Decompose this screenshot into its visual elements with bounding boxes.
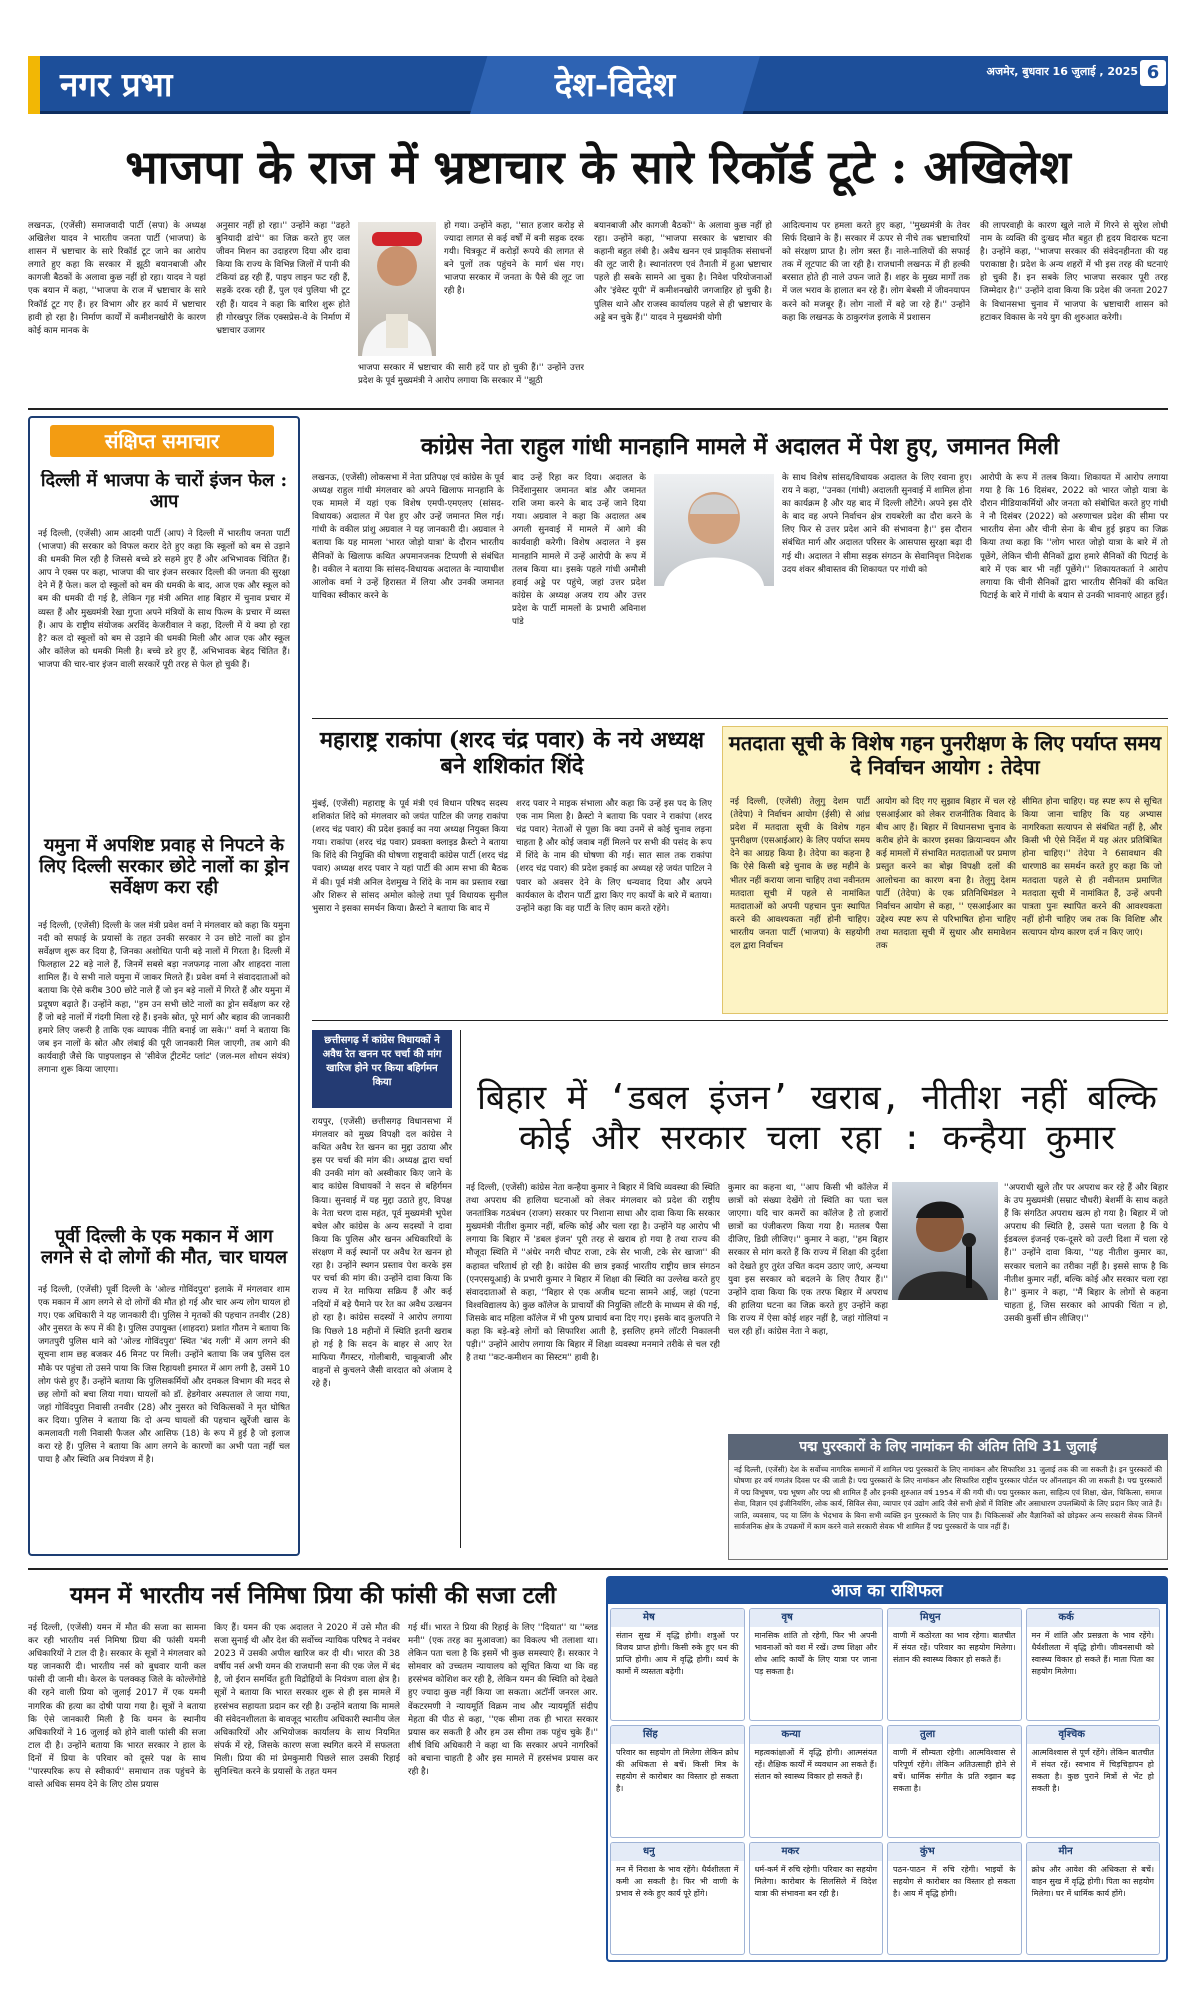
- ncp-headline: महाराष्ट्र राकांपा (शरद चंद्र पवार) के नये अध्यक्ष बने शशिकांत शिंदे: [319, 728, 705, 779]
- rashifal-title: आज का राशिफल: [608, 1578, 1166, 1604]
- rashi-sign-name: कुंभ: [888, 1843, 1021, 1861]
- rashi-sign-name: मिथुन: [888, 1609, 1021, 1627]
- rashi-text: मन में शांति और प्रसन्नता के भाव रहेंगे। धैर्यशीलता में वृद्धि होगी। जीवनसाथी को स्वास्थ्य विकार हो सकते हैं। माता पिता का सहयोग मिलेगा।: [1031, 1631, 1154, 1676]
- kanhaiya-col-1: नई दिल्ली, (एजेंसी) कांग्रेस नेता कन्हैया कुमार ने बिहार में विधि व्यवस्था की स्थिति तथा अपराध की हालिया घटनाओं को लेकर मंगलवार को प्रदेश की राष्ट्रीय जनतांत्रिक गठबंधन (राजग) सरकार पर निशाना साधा और दावा किया कि सरकार मुख्यमंत्री नीतीश कुमार नहीं, बल्कि कोई और चला रहा है। उन्होंने यह आरोप भी लगाया कि बिहार में 'डबल इंजन' पूरी तरह से खराब हो गया है तथा राज्य की मौजूदा स्थिति में ''अंधेर नगरी चौपट राजा, टके सेर भाजी, टके सेर खाजा'' की कहावत चरितार्थ हो रही है। कांग्रेस की छात्र इकाई भारतीय राष्ट्रीय छात्र संगठन (एनएसयूआई) के प्रभारी कुमार ने बिहार में शिक्षा की स्थिति का उल्लेख करते हुए संवाददाताओं से कहा, ''बिहार से एक अजीब घटना सामने आई, जहां (पटना विश्वविद्यालय के) कुछ कॉलेज के प्राचार्यों की नियुक्ति लॉटरी के माध्यम से की गई, जिसके बाद महिला कॉलेज में भी पुरुष प्राचार्य बना दिए गए। इसके बाद कुलपति ने कहा कि बड़े-बड़े लोगों को सिफारिश आती है, इसलिए हमने लॉटरी निकालनी पड़ी।'' उन्होंने आरोप लगाया कि बिहार में शिक्षा व्यवस्था मनमाने तरीके से चल रही है तथा ''कट-कमीशन का सिस्टम'' हावी है।: [466, 1183, 720, 1364]
- rahul-col-1: लखनऊ, (एजेंसी) लोकसभा में नेता प्रतिपक्ष एवं कांग्रेस के पूर्व अध्यक्ष राहुल गांधी मंगलवार को अपने खिलाफ मानहानि के एक मामले में यहां एक विशेष एमपी-एमएलए (सांसद-विधायक) अदालत में पेश हुए और उन्हें जमानत मिल गई। गांधी के वकील प्रांशु अग्रवाल ने यह जानकारी दी। अग्रवाल ने बताया कि यह मामला 'भारत जोड़ो यात्रा' के दौरान भारतीय सैनिकों के खिलाफ कथित अपमानजनक टिप्पणी से संबंधित है। वकील ने बताया कि सांसद-विधायक अदालत के न्यायाधीश आलोक वर्मा ने उन्हें हिरासत में लिया और उनकी जमानत याचिका स्वीकार करने के: [312, 473, 504, 601]
- rashi-text: संतान सुख में वृद्धि होगी। शत्रुओं पर विजय प्राप्त होगी। किसी रुके हुए धन की प्राप्ति होगी। आय में वृद्धि होगी। व्यर्थ के कामों में व्यस्तता बढ़ेगी।: [616, 1631, 739, 1676]
- rashi-sign-name: कर्क: [1027, 1609, 1160, 1627]
- divider-lead: [28, 408, 1168, 410]
- lead-col-3b: भाजपा सरकार में भ्रष्टाचार की सारी हदें पार हो चुकी हैं।'' उन्होंने उत्तर प्रदेश के पूर्व मुख्यमंत्री ने आरोप लगाया कि सरकार में ''झूठी: [358, 363, 584, 387]
- rashi-sign-name: वृष: [750, 1609, 883, 1627]
- rashi-sign-name: वृश्चिक: [1027, 1726, 1160, 1744]
- divider-middle: [312, 1020, 1168, 1021]
- rashi-text: महत्वकांक्षाओं में वृद्धि होगी। आत्मसंयत रहें। शैक्षिक कार्यों में व्यवधान आ सकते हैं। संतान को स्वास्थ्य विकार हो सकते हैं।: [754, 1748, 877, 1781]
- divider-rahul: [312, 718, 1168, 719]
- rashi-cell: [887, 1725, 1022, 1838]
- rashi-cell: [610, 1842, 745, 1955]
- rashi-cell: [1026, 1725, 1161, 1838]
- yemen-col-1: नई दिल्ली, (एजेंसी) यमन में मौत की सजा का सामना कर रही भारतीय नर्स निमिषा प्रिया की फांसी यमनी अधिकारियों ने टाल दी है। सरकार के सूत्रों ने मंगलवार को यह जानकारी दी। भारतीय नर्स को बुधवार यानी कल फांसी दी जानी थी। केरल के पलक्कड़ जिले के कोल्लेंगोडे की रहने वाली प्रिया को जुलाई 2017 में एक यमनी नागरिक की हत्या का दोषी पाया गया है। सूत्रों ने बताया कि ऐसे जानकारी मिली है कि यमन के स्थानीय अधिकारियों ने 16 जुलाई को होने वाली फांसी की सजा टाल दी है। उन्होंने बताया कि भारत सरकार ने हाल के दिनों में प्रिया के परिवार को दूसरे पक्ष के साथ ''पारस्परिक रूप से स्वीकार्य'' समाधान तक पहुंचने के वास्ते अधिक समय देने के लिए ठोस प्रयास: [28, 1623, 206, 1791]
- vrule-chh: [460, 1030, 461, 1548]
- kanhaiya-headline: बिहार में ‘डबल इंजन’ खराब, नीतीश नहीं बल्कि कोई और सरकार चला रहा : कन्हैया कुमार: [477, 1078, 1157, 1159]
- rashi-cell: [887, 1608, 1022, 1721]
- kanhaiya-col-3: ''अपराधी खुले तौर पर अपराध कर रहे हैं और बिहार के उप मुख्यमंत्री (सम्राट चौधरी) बेशर्मी के साथ कहते हैं कि संगठित अपराध खत्म हो गया है। बिहार में जो अपराध की स्थिति है, उससे पता चलता है कि ये ईडबल्ल इंजनई एक-दूसरे को उल्टी दिशा में चला रहे हैं।'' उन्होंने दावा किया, ''यह नीतीश कुमार का, सरकार चलाने का तरीका नहीं है। इससे साफ है कि नीतीश कुमार नहीं, बल्कि कोई और सरकार चला रहा है।'' कुमार ने कहा, ''मैं बिहार के लोगों से कहना चाहता हूं, जिस सरकार को आपकी चिंता न हो, उसकी कुर्सी छीन लीजिए।'': [1004, 1183, 1168, 1324]
- rashi-cell: [1026, 1608, 1161, 1721]
- rashi-cell: [610, 1725, 745, 1838]
- rashi-sign-name: मेष: [611, 1609, 744, 1627]
- brief-headline-1: दिल्ली में भाजपा के चारों इंजन फेल : आप: [40, 470, 288, 513]
- rashi-sign-name: धनु: [611, 1843, 744, 1861]
- rashi-cell: [749, 1608, 884, 1721]
- ncp-col-2: शरद पवार ने माइक संभाला और कहा कि उन्हें इस पद के लिए एक नाम मिला है। क्रैस्टो ने बताया कि पवार ने राकांपा (शरद चंद्र पवार) नेताओं से पूछा कि क्या उनमें से कोई चुनाव लड़ना चाहता है और कोई जवाब नहीं मिलने पर सभी की पसंद के रूप में शिंदे के नाम की घोषणा की गई। सात साल तक राकांपा (शरद चंद्र पवार) की प्रदेश इकाई का अध्यक्ष रहे जयंत पाटिल ने पवार को अवसर देने के लिए धन्यवाद दिया और अपने कार्यकाल के दौरान पार्टी द्वारा किए गए कार्यों के बारे में बताया। उन्होंने कहा कि वह पार्टी के लिए काम करते रहेंगे।: [516, 799, 712, 914]
- brief-headline-3: पूर्वी दिल्ली के एक मकान में आग लगने से दो लोगों की मौत, चार घायल: [40, 1226, 288, 1269]
- section-name: नगर प्रभा: [60, 65, 173, 104]
- rahul-col-3: के साथ विशेष सांसद/विधायक अदालत के लिए रवाना हुए। राय ने कहा, ''उनका (गांधी) अदालती सुनवाई में शामिल होना का कार्यक्रम है और यह बाद में दिल्ली लौटेंगे। अपने इस दौरे के बाद वह अपने निर्वाचन क्षेत्र रायबरेली का दौरा करने के लिए फिर से उत्तर प्रदेश आने की संभावना है।'' इस दौरान संबंधित मार्ग और अदालत परिसर के आसपास सुरक्षा बढ़ा दी गई थी। अदालत ने सीमा सड़क संगठन के सेवानिवृत्त निदेशक उदय शंकर श्रीवास्तव की शिकायत पर गांधी को: [782, 473, 972, 575]
- rashi-text: मन में निराशा के भाव रहेंगे। धैर्यशीलता में कमी आ सकती है। फिर भी वाणी के प्रभाव से रुके हुए कार्य पूरे होंगे।: [616, 1865, 739, 1898]
- rashi-sign-name: तुला: [888, 1726, 1021, 1744]
- rashi-cell: [749, 1725, 884, 1838]
- lead-col-4: बयानबाजी और कागजी बैठकों'' के अलावा कुछ नहीं हो रहा। उन्होंने कहा, ''भाजपा सरकार के भ्रष्टाचार की कहानी बहुत लंबी है। अवैध खनन एवं प्राकृतिक संसाधनों की लूट जारी है। स्थानांतरण एवं तैनाती में हुआ भ्रष्टाचार पहले ही सबके सामने आ चुका है। निवेश परियोजनाओं और 'इंवेस्ट यूपी' में कमीशनखोरी जगजाहिर हो चुकी है। पुलिस थाने और राजस्व कार्यालय पहले से ही भ्रष्टाचार के अड्डे बन चुके हैं।'' यादव ने मुख्यमंत्री योगी: [594, 221, 772, 323]
- page-number: 6: [1140, 60, 1166, 86]
- padma-body: नई दिल्ली, (एजेंसी) देश के सर्वोच्च नागरिक सम्मानों में शामिल पद्म पुरस्कारों के लिए नामांकन और सिफारिश 31 जुलाई तक की जा सकती है। इन पुरस्कारों की घोषणा हर वर्ष गणतंत्र दिवस पर की जाती है। पद्म पुरस्कारों के लिए नामांकन और सिफारिश राष्ट्रीय पुरस्कार पोर्टल पर ऑनलाइन की जा सकती है। पद्म पुरस्कारों में पद्म विभूषण, पद्म भूषण और पद्म श्री शामिल हैं और इनकी शुरुआत वर्ष 1954 में की गयी थी। पद्म पुरस्कार कला, साहित्य एवं शिक्षा, खेल, चिकित्सा, समाज सेवा, विज्ञान एवं इंजीनियरिंग, लोक कार्य, सिविल सेवा, व्यापार एवं उद्योग आदि जैसे सभी क्षेत्रों में विशिष्ट और असाधारण उपलब्धियों के लिए प्रदान किए जाते हैं। जाति, व्यवसाय, पद या लिंग के भेदभाव के बिना सभी व्यक्ति इन पुरस्कारों के लिए पात्र हैं। चिकित्सकों और वैज्ञानिकों को छोड़कर अन्य सरकारी सेवक जिनमें सार्वजनिक क्षेत्र के उपक्रमों में काम करने वाले सरकारी सेवक भी शामिल हैं पद्म पुरस्कारों के पात्र नहीं हैं।: [734, 1465, 1162, 1532]
- chh-headline: छत्तीसगढ़ में कांग्रेस विधायकों ने अवैध रेत खनन पर चर्चा की मांग खारिज होने पर किया बहिर्गमन किया: [322, 1035, 442, 1088]
- brief-body-1: नई दिल्ली, (एजेंसी) आम आदमी पार्टी (आप) ने दिल्ली में भारतीय जनता पार्टी (भाजपा) की सरकार को विफल करार देते हुए कहा कि स्कूलों को बम से उड़ाने की धमकी मिल रही है जिससे बच्चे डरे सहमे हुए हैं और अभिभावक चिंतित हैं। आप ने एक्स पर कहा, भाजपा की चार इंजन सरकार दिल्ली की जनता की सुरक्षा देने में हैं फेल। कल दो स्कूलों को बम की धमकी के बाद, आज एक और स्कूल को बम की धमकी दी गई है, लेकिन गृह मंत्री अमित शाह बिहार में चुनाव प्रचार में व्यस्त हैं और मुख्यमंत्री रेखा गुप्ता अपने मंत्रियों के साथ फिल्म के प्रचार में व्यस्त हैं। आप के राष्ट्रीय संयोजक अरविंद केजरीवाल ने कहा, दिल्ली में ये क्या हो रहा है? कल दो स्कूलों को बम से उड़ाने की धमकी मिली और आज एक और स्कूल और कॉलेज को धमकी मिली है। बच्चे डरे हुए हैं, अभिभावक बेहद चिंतित हैं। भाजपा की चार-चार इंजन वाली सरकारें पूरी तरह से फेल हो चुकी हैं।: [38, 529, 290, 670]
- rashi-cell: [887, 1842, 1022, 1955]
- rashi-sign-name: कन्या: [750, 1726, 883, 1744]
- lead-headline: भाजपा के राज में भ्रष्टाचार के सारे रिकॉर्ड टूटे : अखिलेश: [125, 140, 1071, 194]
- tdp-col-1: नई दिल्ली, (एजेंसी) तेलुगु देशम पार्टी (तेदेपा) ने निर्वाचन आयोग (ईसी) से आंध्र प्रदेश में मतदाता सूची के विशेष गहन पुनरीक्षण (एसआईआर) के लिए पर्याप्त समय देने का आग्रह किया है। तेदेपा का कहना है कि ऐसे किसी बड़े चुनाव के छह महीने के भीतर नहीं कराया जाना चाहिए तथा नवीनतम मतदाता सूची में पहले से नामांकित मतदाताओं को अपनी पहचान पुनः स्थापित करने की आवश्यकता नहीं होनी चाहिए। भारतीय जनता पार्टी (भाजपा) के सहयोगी दल द्वारा निर्वाचन: [730, 797, 870, 952]
- rashi-text: आत्मविश्वास से पूर्ण रहेंगे। लेकिन बातचीत में संयत रहें। स्वभाव में चिड़चिड़ापन हो सकता है। कुछ पुराने मित्रों से भेंट हो सकती है।: [1031, 1748, 1154, 1793]
- portrait-icon: [654, 474, 774, 586]
- rashi-text: क्रोध और आवेश की अधिकता से बचें। वाहन सुख में वृद्धि होगी। पिता का सहयोग मिलेगा। घर में धार्मिक कार्य होंगे।: [1031, 1865, 1154, 1898]
- tdp-col-2: आयोग को दिए गए सुझाव बिहार में चल रहे एसआईआर को लेकर राजनीतिक विवाद के बीच आए हैं। बिहार में विधानसभा चुनाव के करीब होने के कारण इसका क्रियान्वयन और कई मामलों में संभावित मतदाताओं पर प्रमाण प्रस्तुत करने का बोझ विपक्षी दलों की आलोचना का कारण बना है। तेलुगु देशम पार्टी (तेदेपा) के एक प्रतिनिधिमंडल ने निर्वाचन आयोग से कहा, '' एसआईआर का उद्देश्य स्पष्ट रूप से परिभाषित होना चाहिए तथा मतदाता सूची में सुधार और समावेशन तक: [876, 797, 1016, 952]
- yemen-col-3: गई थीं। भारत ने प्रिया की रिहाई के लिए ''दियात'' या ''ब्लड मनी'' (एक तरह का मुआवजा) का विकल्प भी तलाशा था। लेकिन पता चला है कि इसमें भी कुछ समस्याएं हैं। सरकार ने सोमवार को उच्चतम न्यायालय को सूचित किया था कि वह हरसंभव कोशिश कर रही है, लेकिन यमन की स्थिति को देखते हुए ज्यादा कुछ नहीं किया जा सकता। अटॉर्नी जनरल आर. वेंकटरमणी ने न्यायमूर्ति विक्रम नाथ और न्यायमूर्ति संदीप मेहता की पीठ से कहा, ''एक सीमा तक ही भारत सरकार प्रयास कर सकती है और हम उस सीमा तक पहुंच चुके हैं।'' शीर्ष विधि अधिकारी ने कहा था कि सरकार अपने नागरिकों को बचाना चाहती है और इस मामले में हरसंभव प्रयास कर रही है।: [408, 1623, 598, 1778]
- rashi-sign-name: मीन: [1027, 1843, 1160, 1861]
- lead-col-3: हो गया। उन्होंने कहा, ''सात हजार करोड़ से ज्यादा लागत से कई वर्षों में बनी सड़क दरक गयी। चित्रकूट में करोड़ों रूपये की लागत से बने पुलों तक पहुंचने के मार्ग धंस गए। भाजपा सरकार में जनता के पैसे की लूट जा रही है।: [444, 221, 584, 297]
- yemen-headline: यमन में भारतीय नर्स निमिषा प्रिया की फांसी की सजा टली: [69, 1582, 557, 1609]
- kanhaiya-col-2: कुमार का कहना था, ''आप किसी भी कॉलेज में छात्रों को संख्या देखेंगे तो स्थिति का पता चल जाएगा। यदि चार कमरों का कॉलेज है तो हजारों छात्रों का पंजीकरण किया गया है। मतलब पैसा दीजिए, डिग्री लीजिए।'' कुमार ने कहा, ''हम बिहार सरकार से मांग करते हैं कि राज्य में शिक्षा की दुर्दशा को देखते हुए तुरंत उचित कदम उठाए जाएं, अन्यथा युवा इस सरकार को बदलने के लिए तैयार हैं।'' उन्होंने दावा किया कि एक तरफ बिहार में अपराध की हालिया घटना का जिक्र करते हुए उन्होंने कहा कि राज्य में ऐसा कोई शहर नहीं है, जहां गोलियां न चल रही हों। कांग्रेस नेता ने कहा,: [728, 1183, 888, 1338]
- briefs-title: संक्षिप्त समाचार: [50, 425, 274, 457]
- rashi-text: धर्म-कर्म में रुचि रहेगी। परिवार का सहयोग मिलेगा। कारोबार के सिलसिले में विदेश यात्रा की संभावना बन रही है।: [754, 1865, 877, 1898]
- category-name: देश-विदेश: [554, 65, 676, 104]
- kanhaiya-photo: [892, 1182, 998, 1300]
- rashi-text: परिवार का सहयोग तो मिलेगा लेकिन क्रोध की अधिकता से बचें। किसी मित्र के सहयोग से कारोबार का विस्तार हो सकता है।: [616, 1748, 739, 1793]
- tdp-col-3: सीमित होना चाहिए। यह स्पष्ट रूप से सूचित किया जाना चाहिए कि यह अभ्यास नागरिकता सत्यापन से संबंधित नहीं है, और किसी भी ऐसे निर्देश में यह अंतर प्रतिबिंबित होना चाहिए।'' तेदेपा ने 6सावधान की धारणा8 का समर्थन करते हुए कहा कि जो मतदाता पहले से ही नवीनतम प्रमाणित मतदाता सूची में नामांकित हैं, उन्हें अपनी पात्रता पुनः स्थापित करने की आवश्यकता नहीं होनी चाहिए जब तक कि विशिष्ट और सत्यापन योग्य कारण दर्ज न किए जाएं।: [1022, 797, 1162, 938]
- rashi-text: पठन-पाठन में रुचि रहेगी। भाइयों के सहयोग से कारोबार का विस्तार हो सकता है। आय में वृद्धि होगी।: [893, 1865, 1016, 1898]
- ncp-col-1: मुंबई, (एजेंसी) महाराष्ट्र के पूर्व मंत्री एवं विधान परिषद सदस्य शशिकांत शिंदे को मंगलवार को जयंत पाटिल की जगह राकांपा (शरद चंद्र पवार) की प्रदेश इकाई का नया अध्यक्ष नियुक्त किया गया। राकांपा (शरद चंद्र पवार) प्रवक्ता क्लाइड क्रैस्टो ने बताया कि शिंदे की नियुक्ति की घोषणा राष्ट्रवादी कांग्रेस पार्टी (शरद चंद्र पवार) अध्यक्ष शरद पवार ने यहां पार्टी की आम सभा की बैठक में की। पूर्व मंत्री अनिल देशमुख ने शिंदे के नाम का प्रस्ताव रखा और शिरूर से सांसद अमोल कोल्हे तथा पूर्व विधायक सुनील भुसारा ने इसका समर्थन किया। क्रैस्टो ने बताया कि बाद में: [312, 799, 508, 914]
- lead-col-2: अनुसार नहीं हो रहा।'' उन्होंने कहा ''ढहते बुनियादी ढांचे'' का जिक्र करते हुए जल जीवन मिशन का उदाहरण दिया और दावा किया कि राज्य के विभिन्न जिलों में पानी की टंकियां ढह रही हैं, पाइप लाइन फट रही हैं, सड़कें दरक रही हैं, पुल एवं पुलिया भी टूट रही हैं। यादव ने कहा कि बारिश शुरू होते ही गोरखपुर लिंक एक्सप्रेस-वे के निर्माण में भ्रष्टाचार उजागर: [216, 221, 350, 336]
- yemen-col-2: किए हैं। यमन की एक अदालत ने 2020 में उसे मौत की सजा सुनाई थी और देश की सर्वोच्च न्यायिक परिषद ने नवंबर 2023 में उसकी अपील खारिज कर दी थी। भारत की 38 वर्षीय नर्स अभी यमन की राजधानी सना की एक जेल में बंद है, जो ईरान समर्थित हूती विद्रोहियों के नियंत्रण वाला क्षेत्र है। सूत्रों ने बताया कि भारत सरकार शुरू से ही इस मामले में हरसंभव सहायता प्रदान कर रही है। उन्होंने बताया कि मामले की संवेदनशीलता के बावजूद भारतीय अधिकारी स्थानीय जेल अधिकारियों और अभियोजक कार्यालय के साथ नियमित संपर्क में रहे, जिसके कारण सजा स्थगित करने में सफलता मिली। प्रिया की मां प्रेमकुमारी पिछले साल उसकी रिहाई सुनिश्चित करने के प्रयासों के तहत यमन: [214, 1623, 400, 1778]
- brief-body-2: नई दिल्ली, (एजेंसी) दिल्ली के जल मंत्री प्रवेश वर्मा ने मंगलवार को कहा कि यमुना नदी को सफाई के प्रयासों के तहत उनकी सरकार ने उन छोटे नालों का ड्रोन सर्वेक्षण शुरू कर दिया है, जिनका अशोधित पानी बड़े नालों में गिरता है। दिल्ली में फिलहाल 22 बड़े नाले हैं, जिनमें सबसे बड़ा नजफगढ़ नाला और शाहदरा नाला शामिल हैं। ये सभी नाले यमुना में जाकर मिलते हैं। प्रवेश वर्मा ने संवाददाताओं को बताया कि ऐसे करीब 300 छोटे नाले हैं जो इन बड़े नालों में गिरते हैं और यमुना में प्रदूषण बढ़ाते हैं। उन्होंने कहा, ''हम उन सभी छोटे नालों का ड्रोन सर्वेक्षण कर रहे हैं जो बड़े नालों में गंदगी मिला रहे हैं। इनके स्रोत, पूरे मार्ग और बहाव की जानकारी हमारे लिए जरूरी है ताकि एक व्यापक नीति बनाई जा सके।'' वर्मा ने बताया कि जब इन नालों के स्रोत और लंबाई की पूरी जानकारी मिल जाएगी, तब आगे की कार्यवाही जैसे कि पाइपलाइन से 'सीवेज ट्रीटमेंट प्लांट' (जल-मल शोधन संयंत्र) लगाना शुरू किया जाएगा।: [38, 921, 290, 1076]
- rashi-sign-name: मकर: [750, 1843, 883, 1861]
- rashi-text: वाणी में कठोरता का भाव रहेगा। बातचीत में संयत रहें। परिवार का सहयोग मिलेगा। संतान की स्वास्थ्य विकार हो सकते हैं।: [893, 1631, 1016, 1664]
- rahul-photo: [654, 474, 774, 586]
- rashi-cell: [749, 1842, 884, 1955]
- portrait-icon: [892, 1182, 998, 1300]
- brief-headline-2: यमुना में अपशिष्ट प्रवाह से निपटने के लिए दिल्ली सरकार छोटे नालों का ड्रोन सर्वेक्षण करा रही: [39, 835, 289, 899]
- portrait-icon: [358, 222, 436, 356]
- divider-bottom: [28, 1568, 1168, 1570]
- lead-col-5: आदित्यनाथ पर हमला करते हुए कहा, ''मुख्यमंत्री के तेवर सिर्फ दिखाने के हैं। सरकार में ऊपर से नीचे तक भ्रष्टाचारियों को संरक्षण प्राप्त है। लोग त्रस्त हैं। नाले-नालियों की सफाई तक में लूटपाट की जा रही है। राजधानी लखनऊ में ही हल्की बरसात होते ही नाले उफन जाते हैं। शहर के मुख्य मार्गों तक में जल भराव के हालात बन रहे हैं। लोग बेबसी में जीवनयापन करने को मजबूर हैं। लोग नालों में बहे जा रहे हैं।'' उन्होंने कहा कि लखनऊ के ठाकुरगंज इलाके में प्रशासन: [782, 221, 970, 323]
- brief-body-3: नई दिल्ली, (एजेंसी) पूर्वी दिल्ली के 'ओल्ड गोविंदपुरा' इलाके में मंगलवार शाम एक मकान में आग लगने से दो लोगों की मौत हो गई और चार अन्य लोग घायल हो गए। एक अधिकारी ने यह जानकारी दी। पुलिस ने मृतकों की पहचान तनवीर (28) और नुसरत के रूप में की है। पुलिस उपायुक्त (शाहदरा) प्रशांत गौतम ने बताया कि जगतपुरी पुलिस थाने को 'ओल्ड गोविंदपुरा' स्थित 'बंद गली' में आग लगने की सूचना शाम छह बजकर 46 मिनट पर मिली। उन्होंने बताया कि जब पुलिस दल मौके पर पहुंचा तो उसने पाया कि जिस रिहायशी इमारत में आग लगी है, उसमें 10 लोग फंसे हुए हैं। उन्होंने बताया कि पुलिसकर्मियों और दमकल विभाग की मदद से छह लोगों को बचा लिया गया। घायलों को डॉ. हेडगेवार अस्पताल ले जाया गया, जहां गोविंदपुरा निवासी तनवीर (28) और नुसरत को चिकित्सकों ने मृत घोषित कर दिया। पुलिस ने बताया कि दो अन्य घायलों की पहचान खुर्रेजी खास के कमलावती गली निवासी फैजल और आसिफ (18) के रूप में हुई है जो इलाज करा रहे हैं। पुलिस ने बताया कि आग लगने के कारणों का अभी पता नहीं चल पाया है और स्थिति अब नियंत्रण में है।: [38, 1285, 290, 1466]
- rahul-col-4: आरोपी के रूप में तलब किया। शिकायत में आरोप लगाया गया है कि 16 दिसंबर, 2022 को भारत जोड़ो यात्रा के दौरान मीडियाकर्मियों और जनता को संबोधित करते हुए गांधी ने नौ दिसंबर (2022) को अरुणाचल प्रदेश की सीमा पर भारतीय सेना और चीनी सेना के बीच हुई झड़प का जिक्र किया तथा कहा कि ''लोग भारत जोड़ो यात्रा के बारे में तो पूछेंगे, लेकिन चीनी सैनिकों द्वारा हमारे सैनिकों की पिटाई के बारे में एक बार भी नहीं पूछेंगे।'' शिकायतकर्ता ने आरोप लगाया कि चीनी सैनिकों द्वारा भारतीय सैनिकों की कथित पिटाई के बारे में गांधी के बयान से उनकी भावनाएं आहत हुईं।: [980, 473, 1168, 601]
- chh-body: रायपुर, (एजेंसी) छत्तीसगढ़ विधानसभा में मंगलवार को मुख्य विपक्षी दल कांग्रेस ने कथित अवैध रेत खनन का मुद्दा उठाया और इस पर चर्चा की मांग की। अध्यक्ष द्वारा चर्चा की उनकी मांग को अस्वीकार किए जाने के बाद कांग्रेस विधायकों ने सदन से बहिर्गमन किया। सुनवाई में यह मुद्दा उठाते हुए, विपक्ष के नेता चरण दास महंत, पूर्व मुख्यमंत्री भूपेश बघेल और कांग्रेस के अन्य सदस्यों ने दावा किया कि पुलिस और खनन अधिकारियों के संरक्षण में कई स्थानों पर अवैध रेत खनन हो रहा है। उन्होंने स्थगन प्रस्ताव पेश करके इस पर चर्चा की मांग की। उन्होंने दावा किया कि राज्य में रेत माफिया सक्रिय हैं और कई नदियों में बड़े पैमाने पर रेत का अवैध उत्खनन हो रहा है। कांग्रेस सदस्यों ने आरोप लगाया कि पिछले 18 महीनों में स्थिति इतनी खराब हो गई है कि सदन के बाहर से आए रेत माफिया गैंगस्टर, गोलीबारी, चाकूबाजी और वाहनों से कुचलने जैसी वारदात को अंजाम दे रहे हैं।: [312, 1117, 452, 1389]
- padma-headline: पद्म पुरस्कारों के लिए नामांकन की अंतिम तिथि 31 जुलाई: [728, 1434, 1168, 1460]
- rashi-cell: [1026, 1842, 1161, 1955]
- akhilesh-photo: [358, 222, 436, 356]
- rahul-headline: कांग्रेस नेता राहुल गांधी मानहानि मामले में अदालत में पेश हुए, जमानत मिली: [420, 433, 1060, 460]
- rashi-text: वाणी में सौम्यता रहेगी। आत्मविश्वास से परिपूर्ण रहेंगे। लेकिन अतिउत्साही होने से बचें। धार्मिक संगीत के प्रति रुझान बढ़ सकता है।: [893, 1748, 1016, 1793]
- masthead-left-strip: [28, 56, 40, 114]
- rashi-sign-name: सिंह: [611, 1726, 744, 1744]
- rashi-cell: [610, 1608, 745, 1721]
- dateline: अजमेर, बुधवार 16 जुलाई , 2025: [986, 65, 1138, 78]
- lead-col-1: लखनऊ, (एजेंसी) समाजवादी पार्टी (सपा) के अध्यक्ष अखिलेश यादव ने भारतीय जनता पार्टी (भाजपा) के शासन में भ्रष्टाचार के सारे रिकॉर्ड टूट जाने का आरोप लगाते हुए कहा कि सरकार में झूठी बयानबाजी और कागजी बैठकों के अलावा कुछ नहीं हो रहा। यादव ने यहां एक बयान में कहा, ''भाजपा के राज में भ्रष्टाचार के सारे रिकॉर्ड टूट गए हैं। हर विभाग और हर कार्य में भ्रष्टाचार हावी हो रहा है। निर्माण कार्यों में कमीशनखोरी के कारण कोई काम मानक के: [28, 221, 206, 336]
- lead-col-6: की लापरवाही के कारण खुले नाले में गिरने से सुरेश लोधी नाम के व्यक्ति की दुःखद मौत बहुत ही हृदय विदारक घटना है। उन्होंने कहा, ''भाजपा सरकार की संवेदनहीनता की यह पराकाष्ठा है। प्रदेश के अन्य शहरों में भी इस तरह की घटनाएं हो चुकी हैं। इन सबके लिए भाजपा सरकार पूरी तरह जिम्मेदार है।'' उन्होंने दावा किया कि प्रदेश की जनता 2027 के विधानसभा चुनाव में भाजपा के भ्रष्टाचारी शासन को हटाकर विकास के नये युग की शुरुआत करेगी।: [980, 221, 1168, 323]
- tdp-headline: मतदाता सूची के विशेष गहन पुनरीक्षण के लिए पर्याप्त समय दे निर्वाचन आयोग : तेदेपा: [728, 732, 1162, 779]
- rahul-col-2: बाद उन्हें रिहा कर दिया। अदालत के निर्देशानुसार जमानत बांड और जमानत राशि जमा करने के बाद उन्हें जाने दिया गया। अग्रवाल ने कहा कि अदालत अब अगली सुनवाई में मामले में आगे की कार्यवाही करेगी। विशेष अदालत ने इस मानहानि मामले में उन्हें आरोपी के रूप में तलब किया था। इसके पहले गांधी अमौसी हवाई अड्डे पर पहुंचे, जहां उत्तर प्रदेश कांग्रेस के अध्यक्ष अजय राय और उत्तर प्रदेश के पार्टी मामलों के प्रभारी अविनाश पांडे: [512, 473, 646, 628]
- rashi-text: मानसिक शांति तो रहेगी, फिर भी अपनी भावनाओं को वश में रखें। उच्च शिक्षा और शोध आदि कार्यों के लिए यात्रा पर जाना पड़ सकता है।: [754, 1631, 877, 1676]
